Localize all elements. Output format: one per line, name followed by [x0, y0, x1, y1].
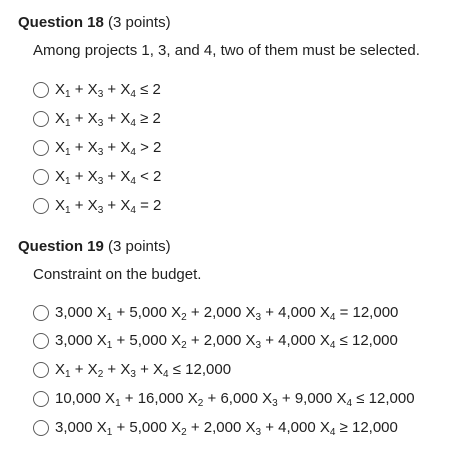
option-label: $X_1 + X_3 + X_4 < 2$ — [55, 168, 162, 187]
question-points: (3 points) — [108, 238, 171, 255]
option-label: $X_1 + X_3 + X_4 \ge 2$ — [55, 110, 161, 129]
question-title — [18, 14, 171, 32]
radio-button[interactable] — [33, 82, 49, 98]
option-item[interactable] — [33, 78, 161, 102]
option-item[interactable] — [33, 387, 415, 411]
option-item[interactable] — [33, 329, 398, 353]
option-label: $X_1 + X_3 + X_4 = 2$ — [55, 197, 162, 216]
option-label: $X_1 + X_2 + X_3 + X_4 \le 12,000$ — [55, 361, 232, 380]
radio-button[interactable] — [33, 305, 49, 321]
question-number: Question 18 — [18, 14, 104, 31]
question-text: Constraint on the budget. — [33, 266, 202, 283]
option-item[interactable] — [33, 136, 161, 160]
option-item[interactable] — [33, 194, 161, 218]
option-item[interactable] — [33, 301, 398, 325]
radio-button[interactable] — [33, 420, 49, 436]
option-item[interactable] — [33, 358, 231, 382]
radio-button[interactable] — [33, 169, 49, 185]
question-number: Question 19 — [18, 238, 104, 255]
radio-button[interactable] — [33, 391, 49, 407]
question-title — [18, 238, 171, 256]
option-label: $X_1 + X_3 + X_4 \le 2$ — [55, 81, 161, 100]
question-points: (3 points) — [108, 14, 171, 31]
option-label: $X_1 + X_3 + X_4 > 2$ — [55, 139, 162, 158]
radio-button[interactable] — [33, 111, 49, 127]
option-label: 3,000 $X_1 + 5,000$ $X_2 + 2,000$ $X_3 + 4,000$ $X_4 \ge 12,000$ — [55, 419, 398, 438]
option-label: 3,000 $X_1 + 5,000$ $X_2 + 2,000$ $X_3 + 4,000$ $X_4 \le 12,000$ — [55, 332, 398, 351]
option-item[interactable] — [33, 107, 161, 131]
option-label: 3,000 $X_1 + 5,000$ $X_2 + 2,000$ $X_3 + 4,000$ $X_4 = 12,000$ — [55, 304, 399, 323]
radio-button[interactable] — [33, 362, 49, 378]
radio-button[interactable] — [33, 198, 49, 214]
radio-button[interactable] — [33, 333, 49, 349]
question-text: Among projects 1, 3, and 4, two of them must be selected. — [33, 42, 420, 59]
option-label: 10,000 $X_1 + 16,000$ $X_2 + 6,000$ $X_3 + 9,000$ $X_4 \le 12,000$ — [55, 390, 415, 409]
option-item[interactable] — [33, 416, 398, 440]
radio-button[interactable] — [33, 140, 49, 156]
option-item[interactable] — [33, 165, 161, 189]
